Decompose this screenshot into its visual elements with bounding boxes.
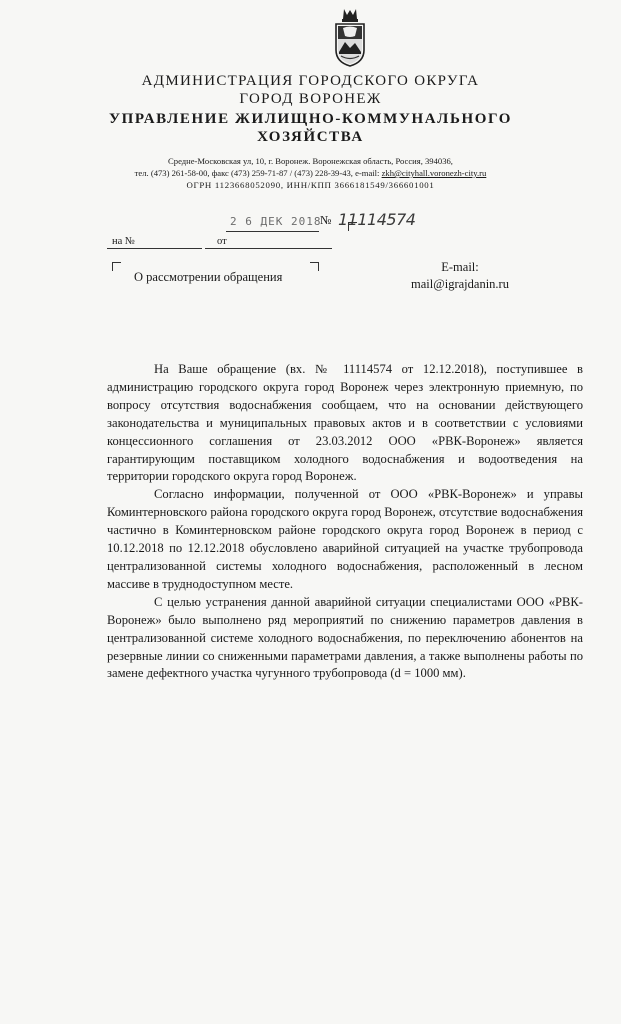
field-corner-mark [348, 222, 357, 231]
contact-address: Средне-Московская ул, 10, г. Воронеж. Воронежская область, Россия, 394036, [168, 156, 453, 166]
recipient-label: E-mail: [441, 260, 479, 274]
reference-number-underline [107, 248, 202, 249]
reference-date-underline [205, 248, 332, 249]
header-dept-line2: ХОЗЯЙСТВА [257, 129, 364, 145]
header-org-line1: АДМИНИСТРАЦИЯ ГОРОДСКОГО ОКРУГА [141, 73, 480, 89]
date-underline [226, 231, 319, 232]
subject-corner-right [310, 262, 319, 271]
contact-email-link[interactable]: zkh@cityhall.voronezh-city.ru [381, 168, 487, 178]
registration-number-handwritten: 11114574 [338, 210, 416, 229]
header-org-line2: ГОРОД ВОРОНЕЖ [239, 91, 382, 107]
letter-body [107, 361, 583, 683]
registration-number-sign: № [320, 213, 332, 227]
reference-date-label: от [217, 236, 227, 247]
body-paragraph-2: Согласно информации, полученной от ООО «РВК-Воронеж» и управы Коминтерновского района городского округа город Воронеж, отсутствие водоснабжения частично в Коминтерновском районе городского округа город Воронеж в период с 10.12.2018 по 12.12.2018 обусловлено аварийной ситуацией на участке трубопровода централизованной системы холодного водоснабжения, расположенный в лесном массиве в труднодоступном месте. [107, 487, 583, 591]
subject-corner-left [112, 262, 121, 271]
recipient-block [400, 259, 520, 293]
coat-of-arms-icon [331, 6, 369, 68]
body-paragraph-3: С целью устранения данной аварийной ситуации специалистами ООО «РВК-Воронеж» было выполнено ряд мероприятий по снижению параметров давления в централизованной системе холодного водоснабжения, по переключению абонентов на резервные линии со сниженными параметрами давления, а также выполнены работы по замене дефектного участка чугунного трубопровода (d = 1000 мм). [107, 594, 583, 681]
contact-phones-text: тел. (473) 261-58-00, факс (473) 259-71-87 / (473) 228-39-43, e-mail: [134, 168, 382, 178]
header-dept-line1: УПРАВЛЕНИЕ ЖИЛИЩНО-КОММУНАЛЬНОГО [108, 111, 513, 127]
contact-phones [0, 168, 621, 179]
recipient-email: mail@igrajdanin.ru [411, 277, 509, 291]
letter-subject: О рассмотрении обращения [134, 270, 283, 284]
body-paragraph-1: На Ваше обращение (вх. № 11114574 от 12.12.2018), поступившее в администрацию городского округа город Воронеж через электронную приемную, по вопросу отсутствия водоснабжения сообщаем, что на основании действующего законодательства и муниципальных правовых актов и в соответствии с условиями концессионного соглашения от 23.03.2012 ООО «РВК-Воронеж» является гарантирующим поставщиком холодного водоснабжения и водоотведения на территории городского округа город Воронеж. [107, 362, 583, 484]
contact-ogrn: ОГРН 1123668052090, ИНН/КПП 3666181549/366601001 [186, 180, 435, 190]
registration-date-stamp: 2 6 ДЕК 2018 [230, 215, 322, 228]
reference-number-label: на № [112, 236, 135, 247]
